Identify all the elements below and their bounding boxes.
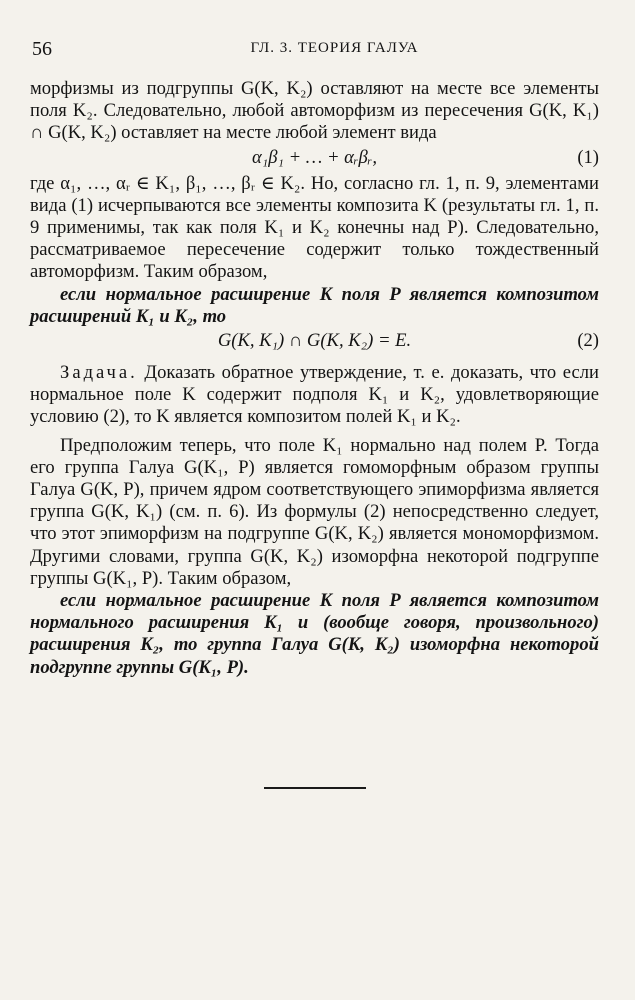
exercise-paragraph — [30, 362, 599, 429]
paragraph-continuation: морфизмы из подгруппы G(K, K₂) оставляют на месте все элементы поля K₂. Следовательно, любой автоморфизм из пересечения G(K, K₁) ∩ G(K, K₂) оставляет на месте любой элемент вида — [30, 78, 599, 144]
formula-intersection: G(K, K₁) ∩ G(K, K₂) = E. — [217, 330, 412, 352]
page-body — [30, 78, 599, 679]
equation-number-1: (1) — [577, 146, 599, 168]
exercise-text: Доказать обратное утверждение, т. е. доказать, что если нормальное поле K содержит подполя K₁ и K₂, удовлетворяющие условию (2), то K является композитом полей K₁ и K₂. — [30, 362, 599, 428]
theorem-statement-2: если нормальное расширение K поля P является композитом нормального расширения K₁ и (вообще говоря, произвольного) расширения K₂, то группа Галуа G(K, K₂) изоморфна некоторой подгруппе группы G(K₁, P). — [30, 590, 599, 678]
formula-sum: α₁β₁ + … + αᵣβᵣ, — [252, 146, 377, 168]
display-formula-2 — [30, 328, 599, 356]
page-header — [30, 38, 599, 78]
equation-number-2: (2) — [577, 330, 599, 352]
paragraph-composite: где α₁, …, αᵣ ∈ K₁, β₁, …, βᵣ ∈ K₂. Но, согласно гл. 1, п. 9, элементами вида (1) исчерпываются все элементы композита K (результаты гл. 1, п. 9 применимы, так как поля K₁ и K₂ конечны над P). Следовательно, рассматриваемое пересечение содержит только тождественный автоморфизм. Таким образом, — [30, 172, 599, 283]
display-formula-1 — [30, 145, 599, 173]
end-rule — [264, 787, 366, 789]
running-head: ГЛ. 3. ТЕОРИЯ ГАЛУА — [250, 40, 419, 56]
theorem-statement-1: если нормальное расширение K поля P является композитом расширений K₁ и K₂, то — [30, 283, 599, 327]
page-number: 56 — [32, 38, 52, 60]
paragraph-galois-group: Предположим теперь, что поле K₁ нормально над полем P. Тогда его группа Галуа G(K₁, P) является гомоморфным образом группы Галуа G(K, P), причем ядром соответствующего эпиморфизма является группа G(K, K₁) (см. п. 6). Из формулы (2) непосредственно следует, что этот эпиморфизм на подгруппе G(K, K₂) является мономорфизмом. Другими словами, группа G(K, K₂) изоморфна некоторой подгруппе группы G(K₁, P). Таким образом, — [30, 434, 599, 589]
exercise-label: Задача. — [60, 362, 138, 384]
